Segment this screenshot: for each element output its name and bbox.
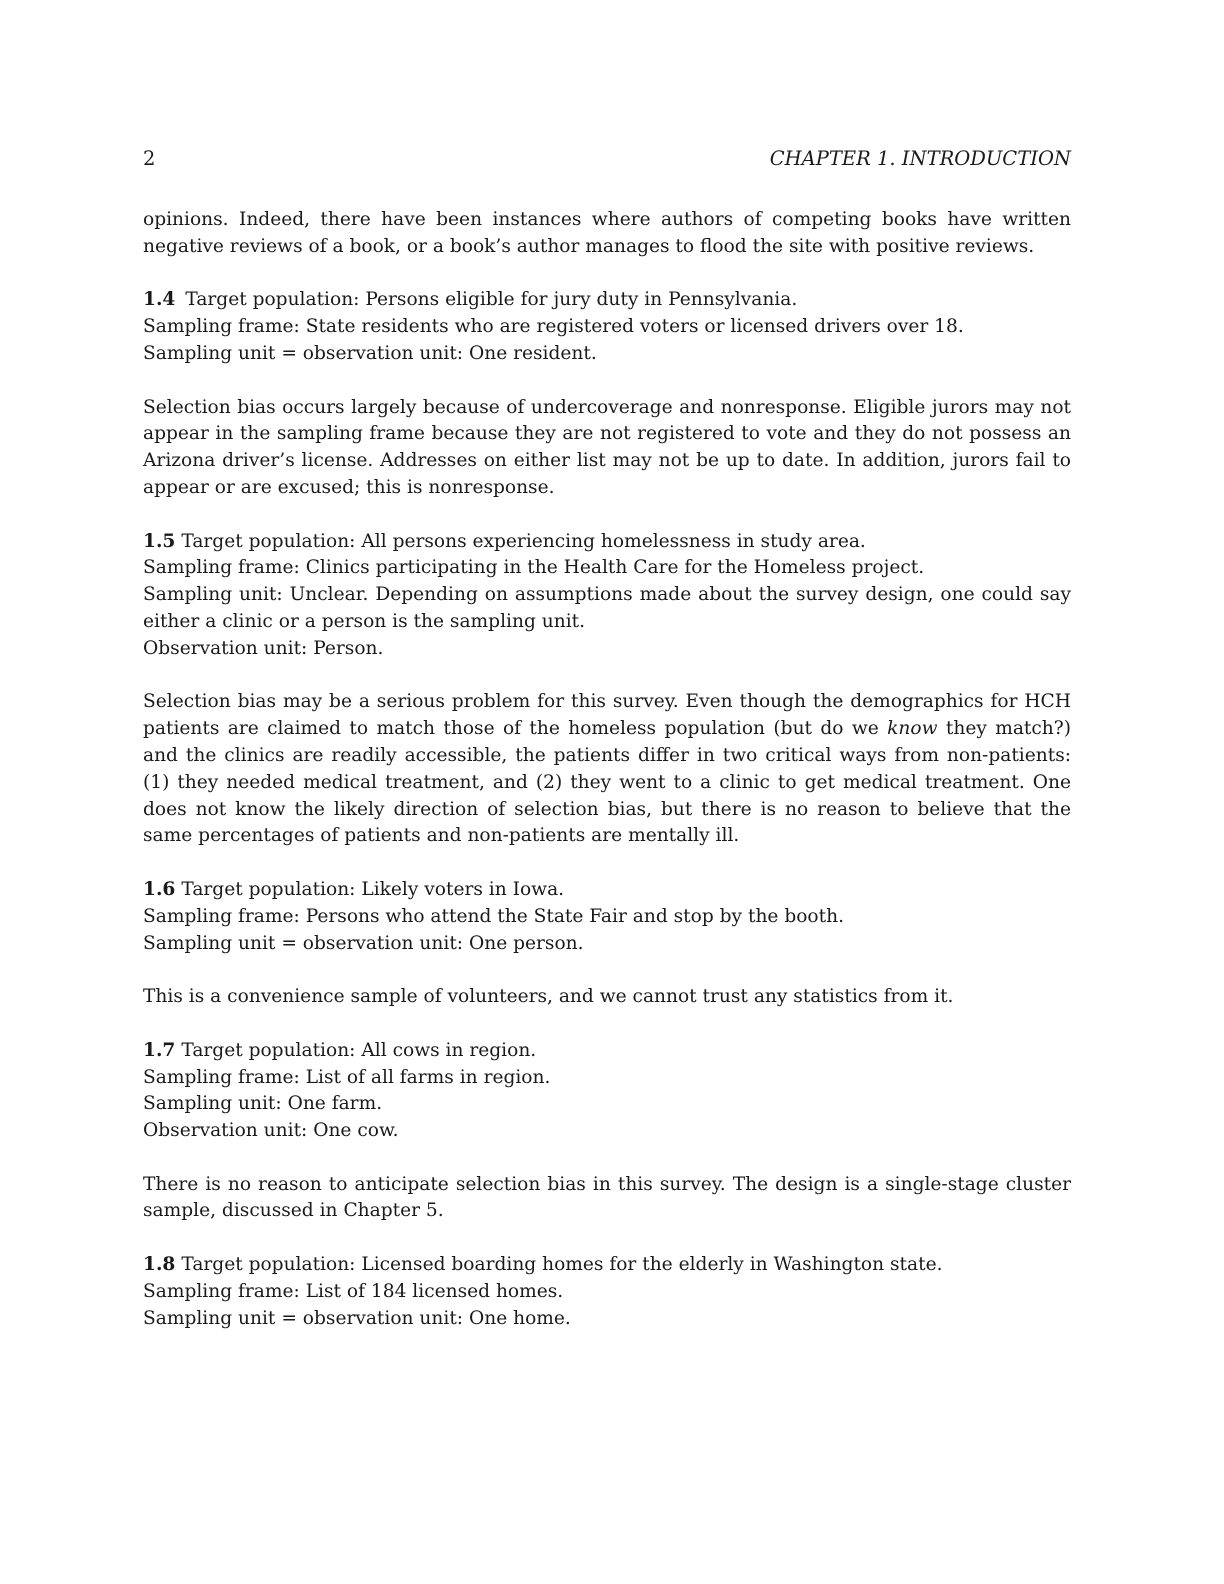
exercise-1-5 (143, 529, 1071, 663)
exercise-1-4-discussion: Selection bias occurs largely because of undercoverage and nonresponse. Eligible jurors may not appear in the sampling frame because they are not registered to vote and they do not possess an Arizona driver’s license. Addresses on either list may not be up to date. In addition, jurors fail to appear or are excused; this is nonresponse. (143, 396, 1071, 498)
discussion-text: Selection bias may be a serious problem for this survey. Even though the demographics for HCH patients are claimed to match those of the homeless population (but do we (143, 691, 1071, 740)
sampling-unit: Sampling unit = observation unit: One resident. (143, 342, 597, 364)
exercise-1-8 (143, 1252, 1071, 1332)
target-population: Target population: Persons eligible for jury duty in Pennsylvania. (185, 289, 798, 311)
sampling-unit: Sampling unit = observation unit: One person. (143, 932, 584, 954)
page-number: 2 (143, 147, 156, 170)
target-population: Target population: All persons experiencing homelessness in study area. (181, 530, 866, 552)
exercise-number: 1.5 (143, 530, 176, 552)
running-head: CHAPTER 1. INTRODUCTION (769, 147, 1071, 170)
exercise-1-7-discussion: There is no reason to anticipate selection bias in this survey. The design is a single-stage cluster sample, discussed in Chapter 5. (143, 1173, 1071, 1222)
sampling-frame: Sampling frame: List of all farms in region. (143, 1066, 551, 1088)
target-population: Target population: Licensed boarding homes for the elderly in Washington state. (181, 1254, 943, 1276)
target-population: Target population: Likely voters in Iowa. (181, 878, 565, 900)
sampling-unit: Sampling unit = observation unit: One home. (143, 1307, 571, 1329)
exercise-1-6-discussion: This is a convenience sample of volunteers, and we cannot trust any statistics from it. (143, 986, 954, 1008)
target-population: Target population: All cows in region. (181, 1039, 537, 1061)
exercise-1-6 (143, 877, 1071, 957)
discussion-text: they match?) and the clinics are readily accessible, the patients differ in two critical ways from non-patients: (1) they needed medical treatment, and (2) they went to a clinic to get medical treatment. One does not know the likely direction of selection bias, but there is no reason to believe that the same percentages of patients and non-patients are mentally ill. (143, 718, 1071, 847)
sampling-unit: Sampling unit: One farm. (143, 1093, 383, 1115)
observation-unit: Observation unit: One cow. (143, 1120, 399, 1142)
sampling-unit: Sampling unit: Unclear. Depending on assumptions made about the survey design, one could say either a clinic or a person is the sampling unit. (143, 584, 1071, 632)
page-header (143, 146, 1071, 174)
continued-paragraph: opinions. Indeed, there have been instances where authors of competing books have written negative reviews of a book, or a book’s author manages to flood the site with positive reviews. (143, 209, 1071, 257)
exercise-number: 1.8 (143, 1254, 176, 1276)
sampling-frame: Sampling frame: List of 184 licensed homes. (143, 1280, 564, 1302)
sampling-frame: Sampling frame: State residents who are registered voters or licensed drivers over 18. (143, 316, 964, 338)
exercise-number: 1.6 (143, 878, 176, 900)
emphasis-know: know (887, 718, 938, 740)
exercise-number: 1.7 (143, 1039, 176, 1061)
observation-unit: Observation unit: Person. (143, 637, 384, 659)
exercise-1-5-discussion (143, 689, 1071, 850)
sampling-frame: Sampling frame: Clinics participating in the Health Care for the Homeless project. (143, 557, 925, 579)
sampling-frame: Sampling frame: Persons who attend the State Fair and stop by the booth. (143, 905, 844, 927)
exercise-number: 1.4 (143, 289, 176, 311)
exercise-1-4 (143, 287, 1071, 367)
page-body (143, 207, 1071, 1359)
exercise-1-7 (143, 1038, 1071, 1145)
